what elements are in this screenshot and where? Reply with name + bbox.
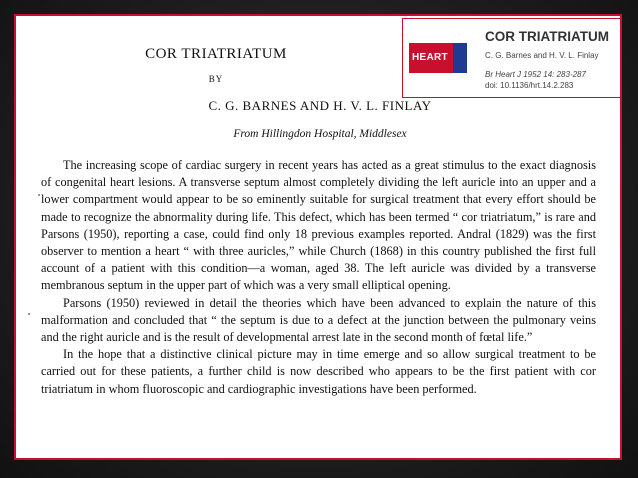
paragraph-3: In the hope that a distinctive clinical picture may in time emerge and so allow surgical treatment to be carried out for these patients, a further child is now described who appears to be the first patient with cor triatriatum in whom fluoroscopic and cardiographic investigations have been performed.: [41, 347, 596, 396]
logo-text: HEART: [412, 52, 448, 63]
citation-doi: doi: 10.1136/hrt.14.2.283: [485, 81, 574, 90]
article-affiliation: From Hillingdon Hospital, Middlesex: [233, 128, 407, 140]
article-page: [14, 14, 622, 460]
citation-box: [402, 18, 622, 98]
citation-journal: Br Heart J 1952 14: 283-287: [485, 70, 586, 79]
speck-mark: [38, 194, 40, 196]
article-title: COR TRIATRIATUM: [145, 46, 287, 62]
citation-authors: C. G. Barnes and H. V. L. Finlay: [485, 51, 599, 60]
paragraph-2: Parsons (1950) reviewed in detail the theories which have been advanced to explain the nature of this malformation and concluded that “ the septum is due to a defect at the junction between the pulmonary veins and the right auricle and is the result of developmental arrest late in the second month of fœtal life.”: [41, 295, 596, 345]
paragraph-1: The increasing scope of cardiac surgery in recent years has acted as a great stimulus to the exact diagnosis of congenital heart lesions. A transverse septum almost completely dividing the left auricle into an upper and a lower compartment would appear to be so eminently suitable for surgical treatment that every effort should be made to recognize the abnormality during life. This defect, which has been termed “ cor triatriatum,” is rare and Parsons (1950), reporting a case, could find only 18 previous examples reported. Andral (1829) was the first observer to mention a heart “ with three auricles,” while Church (1868) in this country published the first full account of a patient with this condition—a woman, aged 38. The left auricle was divided by a transverse membranous septum in the upper part of which was a very small elliptical opening.: [41, 158, 596, 293]
article-body: [41, 157, 596, 398]
heart-journal-logo: [409, 43, 467, 73]
article-by: BY: [208, 74, 224, 84]
citation-title: COR TRIATRIATUM: [485, 29, 609, 44]
speck-mark: [28, 313, 30, 315]
article-authors: C. G. BARNES AND H. V. L. FINLAY: [208, 98, 432, 113]
